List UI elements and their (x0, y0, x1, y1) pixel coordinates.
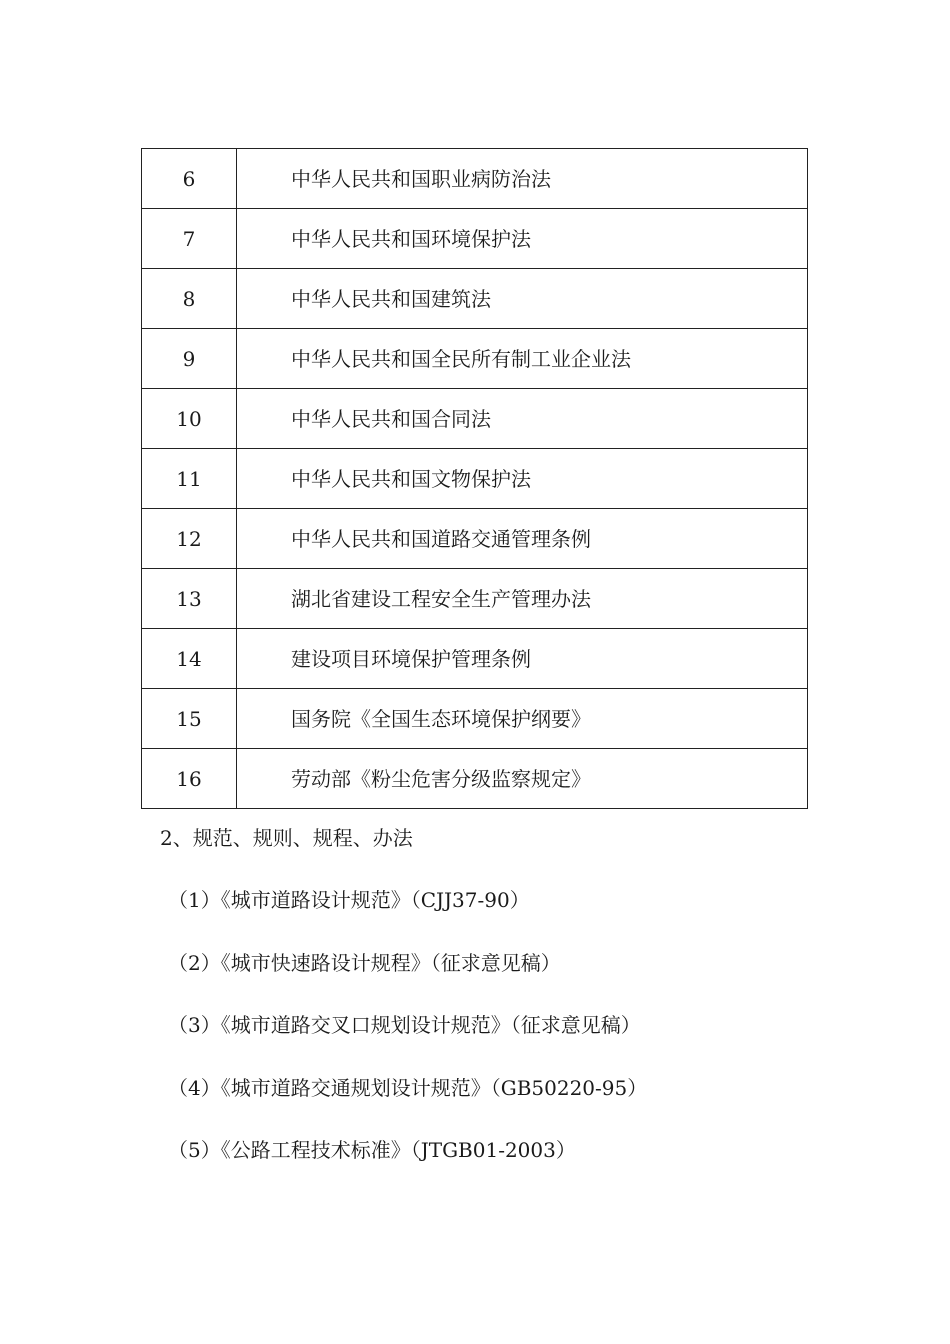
list-item: （4）《城市道路交通规划设计规范》（GB50220-95） (168, 1075, 648, 1100)
law-name: 中华人民共和国文物保护法 (237, 449, 808, 509)
list-item: （2）《城市快速路设计规程》（征求意见稿） (168, 950, 561, 975)
law-name: 中华人民共和国建筑法 (237, 269, 808, 329)
table-row (142, 209, 808, 269)
table-row (142, 569, 808, 629)
row-number: 12 (142, 509, 237, 569)
row-number: 15 (142, 689, 237, 749)
list-item: （5）《公路工程技术标准》（JTGB01-2003） (168, 1138, 576, 1162)
law-name: 中华人民共和国合同法 (237, 389, 808, 449)
table-row (142, 149, 808, 209)
row-number: 14 (142, 629, 237, 689)
row-number: 7 (142, 209, 237, 269)
law-name: 国务院《全国生态环境保护纲要》 (237, 689, 808, 749)
laws-table (141, 148, 808, 809)
law-name: 湖北省建设工程安全生产管理办法 (237, 569, 808, 629)
table-row (142, 749, 808, 809)
section-heading: 2、规范、规则、规程、办法 (160, 826, 413, 850)
list-item: （3）《城市道路交叉口规划设计规范》（征求意见稿） (168, 1013, 641, 1037)
law-name: 中华人民共和国职业病防治法 (237, 149, 808, 209)
row-number: 9 (142, 329, 237, 389)
law-name: 中华人民共和国全民所有制工业企业法 (237, 329, 808, 389)
table-row (142, 629, 808, 689)
row-number: 10 (142, 389, 237, 449)
list-item: （1）《城市道路设计规范》（CJJ37-90） (168, 888, 530, 912)
table-row (142, 449, 808, 509)
row-number: 13 (142, 569, 237, 629)
law-name: 中华人民共和国道路交通管理条例 (237, 509, 808, 569)
table-row (142, 389, 808, 449)
row-number: 6 (142, 149, 237, 209)
law-name: 建设项目环境保护管理条例 (237, 629, 808, 689)
table-row (142, 329, 808, 389)
table-row (142, 269, 808, 329)
law-name: 劳动部《粉尘危害分级监察规定》 (237, 749, 808, 809)
row-number: 11 (142, 449, 237, 509)
row-number: 8 (142, 269, 237, 329)
row-number: 16 (142, 749, 237, 809)
standards-list (168, 887, 647, 1200)
table-row (142, 689, 808, 749)
table-row (142, 509, 808, 569)
law-name: 中华人民共和国环境保护法 (237, 209, 808, 269)
